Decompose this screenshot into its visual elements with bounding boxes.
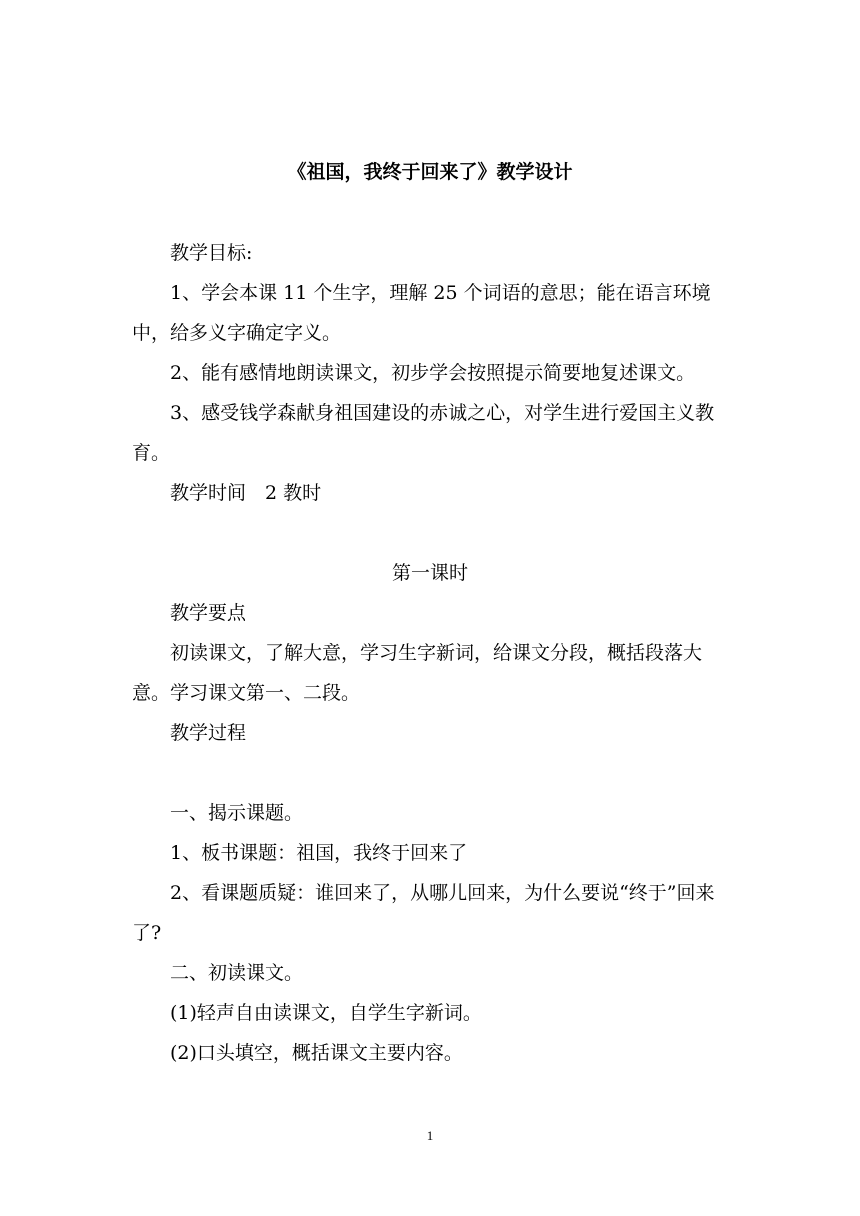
objective-2: 2、能有感情地朗读课文，初步学会按照提示简要地复述课文。 bbox=[170, 362, 696, 384]
step-2-item-2: (2)口头填空，概括课文主要内容。 bbox=[170, 1042, 463, 1064]
objective-1: 1、学会本课 11 个生字，理解 25 个词语的意思；能在语言环境中，给多义字确定字义。 bbox=[132, 282, 711, 344]
objectives-heading: 教学目标: bbox=[170, 242, 253, 264]
key-points-text: 初读课文，了解大意，学习生字新词，给课文分段，概括段落大意。学习课文第一、二段。 bbox=[132, 642, 703, 704]
step-1-item-2: 2、看课题质疑：谁回来了，从哪儿回来，为什么要说“终于”回来了? bbox=[132, 882, 715, 944]
spacer bbox=[132, 513, 728, 553]
step-1-item-1: 1、板书课题：祖国，我终于回来了 bbox=[170, 842, 468, 864]
key-points-heading: 教学要点 bbox=[170, 602, 247, 624]
lesson-heading: 第一课时 bbox=[391, 562, 468, 584]
document-title: 《祖国，我终于回来了》教学设计 bbox=[287, 161, 573, 183]
process-heading: 教学过程 bbox=[170, 722, 247, 744]
document-body bbox=[132, 155, 728, 1073]
page-number: 1 bbox=[426, 1128, 434, 1143]
spacer bbox=[132, 753, 728, 793]
step-2-item-1: (1)轻声自由读课文，自学生字新词。 bbox=[170, 1002, 482, 1024]
step-2-heading: 二、初读课文。 bbox=[170, 962, 304, 984]
objective-3: 3、感受钱学森献身祖国建设的赤诚之心，对学生进行爱国主义教育。 bbox=[132, 402, 715, 464]
spacer bbox=[132, 189, 728, 233]
step-1-heading: 一、揭示课题。 bbox=[170, 802, 304, 824]
teaching-time: 教学时间 2 教时 bbox=[170, 482, 322, 504]
